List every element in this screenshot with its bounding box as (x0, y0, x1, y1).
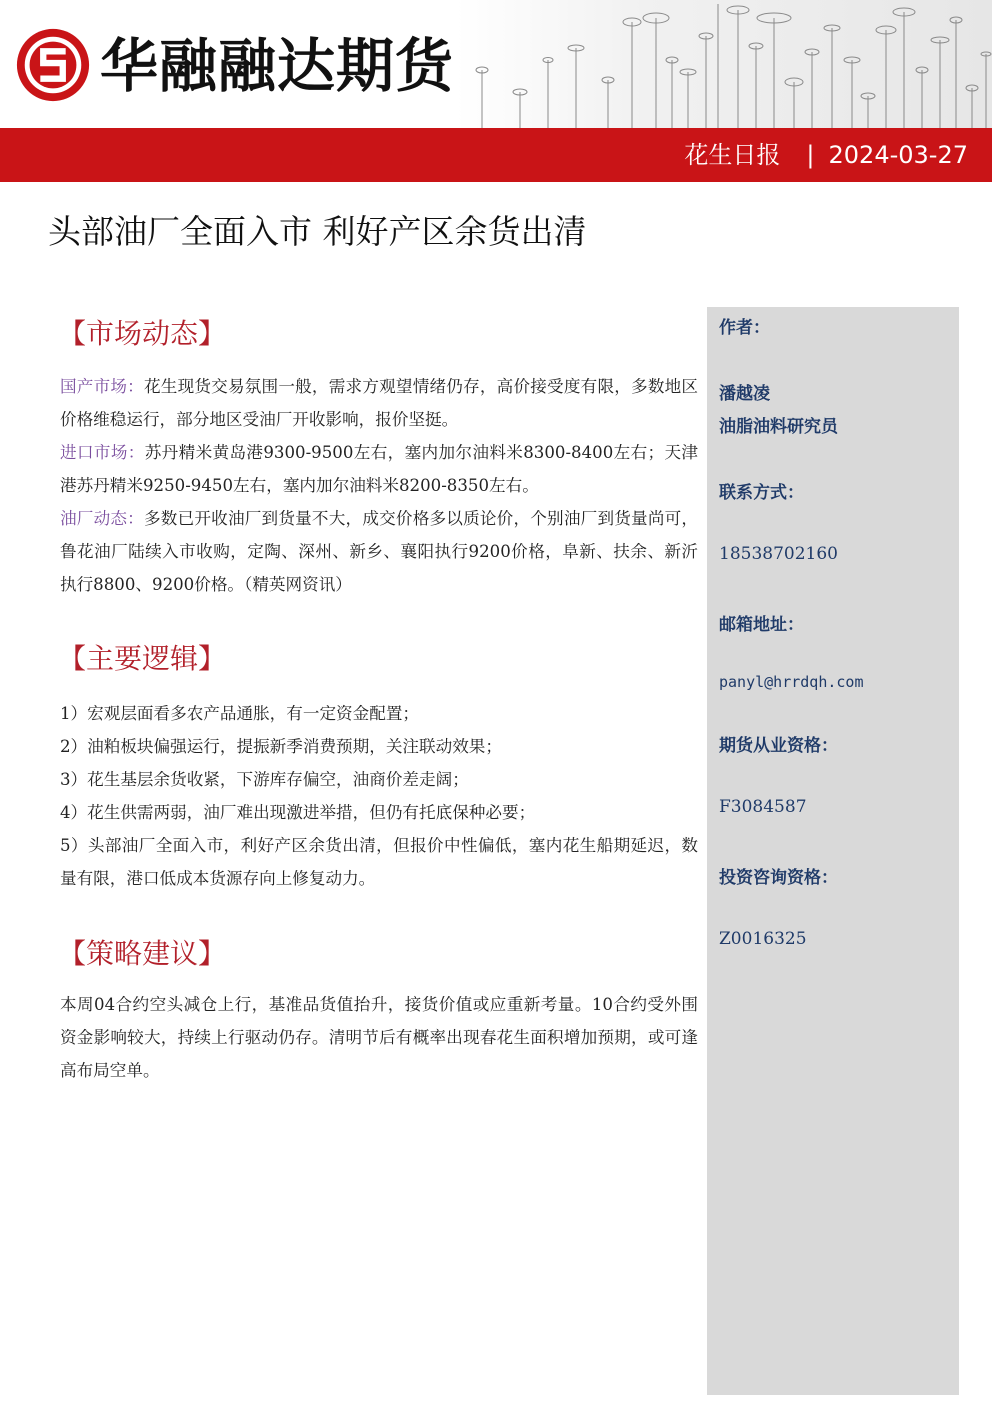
section-heading-strategy: 【策略建议】 (58, 937, 227, 970)
logic-item: 2）油粕板块偏强运行，提振新季消费预期，关注联动效果； (60, 737, 502, 756)
investment-qualification-number: Z0016325 (719, 929, 807, 949)
contact-phone: 18538702160 (719, 544, 838, 564)
email-label: 邮箱地址： (719, 615, 804, 635)
decorative-pattern (456, 0, 992, 130)
logic-item: 5）头部油厂全面入市，利好产区余货出清，但报价中性偏低，塞内花生船期延迟，数量有限，港口低成本货源存向上修复动力。 (60, 836, 698, 888)
report-header (0, 0, 992, 130)
company-logo-icon (14, 26, 92, 104)
report-date: 2024-03-27 (828, 141, 968, 169)
report-banner (0, 128, 992, 182)
author-label: 作者： (719, 318, 770, 338)
company-name: 华融融达期货 (100, 32, 455, 100)
logic-item: 1）宏观层面看多农产品通胀，有一定资金配置； (60, 704, 420, 723)
market-item-oil-mill (60, 502, 698, 601)
market-item-import (60, 436, 698, 502)
market-item-text: 多数已开收油厂到货量不大，成交价格多以质论价，个别油厂到货量尚可，鲁花油厂陆续入市收购，定陶、深州、新乡、襄阳执行9200价格，阜新、扶余、新沂执行8800、9200价格。（精英网资讯） (60, 509, 699, 594)
section-heading-market: 【市场动态】 (58, 317, 227, 350)
market-item-label: 进口市场： (60, 443, 145, 462)
author-title: 油脂油料研究员 (719, 417, 838, 437)
report-title: 头部油厂全面入市 利好产区余货出清 (48, 212, 587, 251)
main-content (60, 312, 698, 1087)
market-item-text: 苏丹精米黄岛港9300-9500左右，塞内加尔油料米8300-8400左右；天津港苏丹精米9250-9450左右，塞内加尔油料米8200-8350左右。 (60, 443, 699, 495)
section-heading-logic: 【主要逻辑】 (58, 642, 227, 675)
contact-label: 联系方式： (719, 483, 804, 503)
investment-qualification-label: 投资咨询资格： (719, 868, 838, 888)
market-item-domestic (60, 370, 698, 436)
report-type: 花生日报 (684, 141, 781, 169)
market-item-label: 油厂动态： (60, 509, 144, 528)
futures-qualification-label: 期货从业资格： (719, 736, 838, 756)
email-address[interactable]: panyl@hrrdqh.com (719, 673, 864, 691)
logic-item: 4）花生供需两弱，油厂难出现激进举措，但仍有托底保种必要； (60, 803, 536, 822)
author-sidebar (707, 307, 959, 1395)
market-item-label: 国产市场： (60, 377, 144, 396)
logic-item: 3）花生基层余货收紧，下游库存偏空，油商价差走阔； (60, 770, 469, 789)
market-item-text: 花生现货交易氛围一般，需求方观望情绪仍存，高价接受度有限，多数地区价格维稳运行，部分地区受油厂开收影响，报价坚挺。 (60, 377, 699, 429)
author-name: 潘越凌 (719, 384, 770, 404)
strategy-text: 本周04合约空头减仓上行，基准品货值抬升，接货价值或应重新考量。10合约受外围资金影响较大，持续上行驱动仍存。清明节后有概率出现春花生面积增加预期，或可逢高布局空单。 (60, 995, 698, 1080)
banner-separator: | (806, 141, 815, 169)
futures-qualification-number: F3084587 (719, 797, 807, 817)
